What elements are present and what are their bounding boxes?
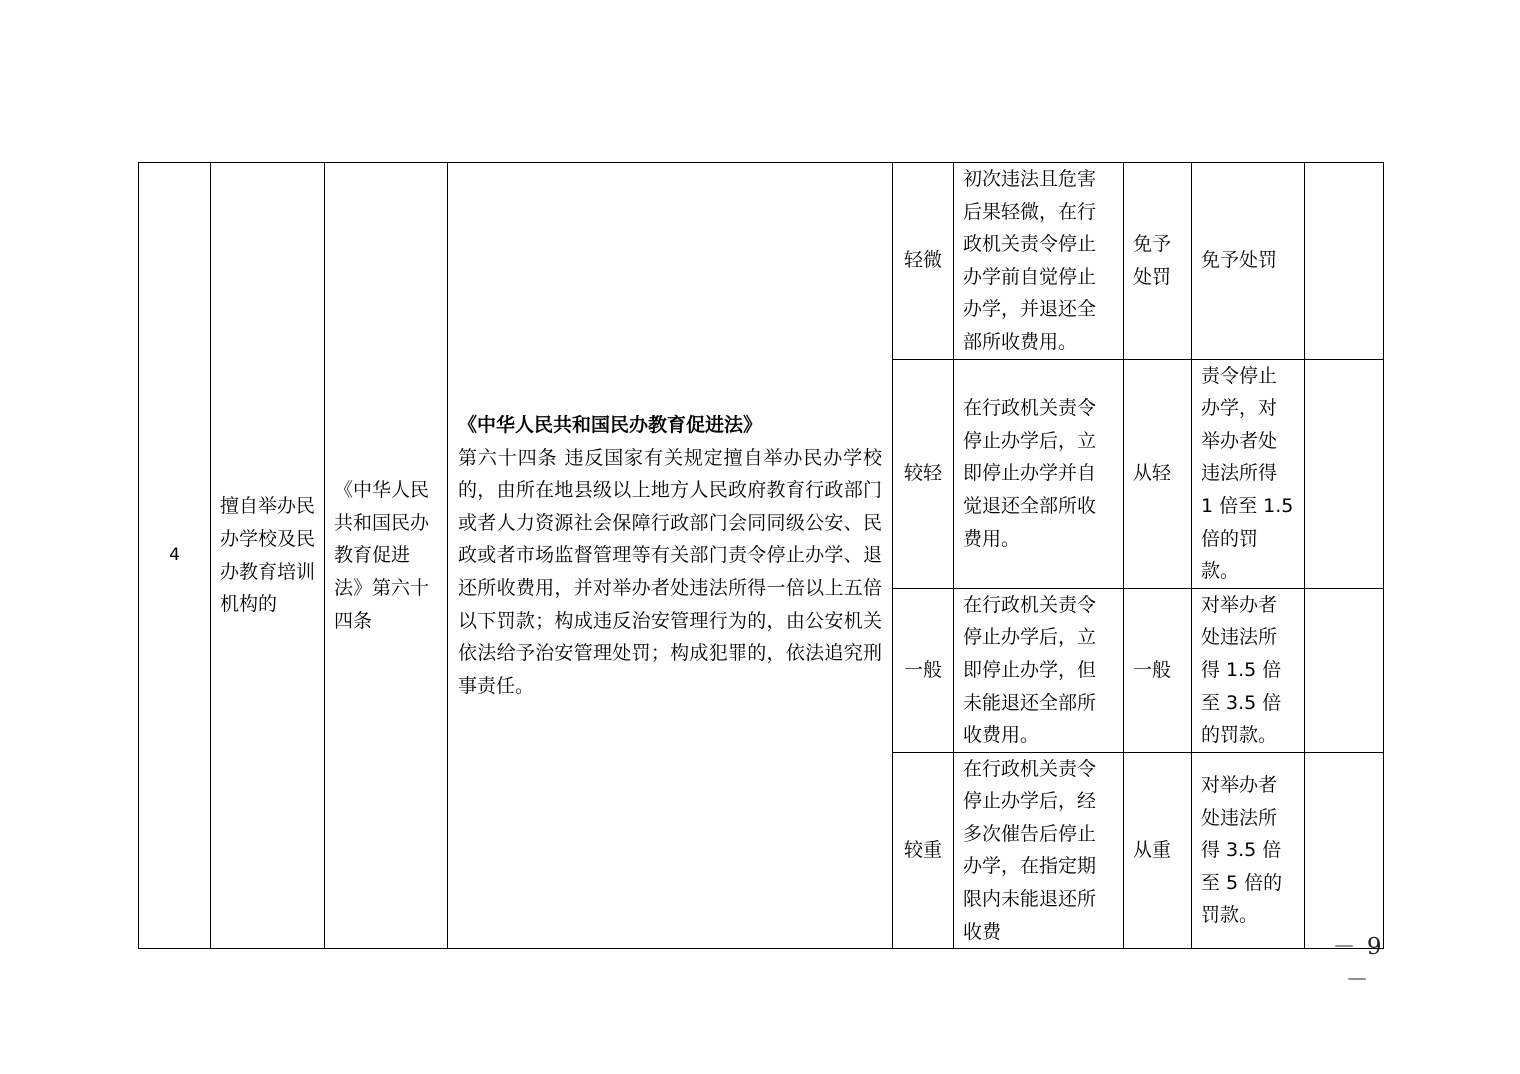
violation-cell: 擅自举办民办学校及民办教育培训机构的 — [211, 163, 325, 949]
row-index: 4 — [139, 163, 211, 949]
law-text: 第六十四条 违反国家有关规定擅自举办民办学校的，由所在地县级以上地方人民政府教育行政部门或者人力资源社会保障行政部门会同同级公安、民政或者市场监督管理等有关部门责令停止办学、退还所收费用，并对举办者处违法所得一倍以上五倍以下罚款；构成违反治安管理行为的，由公安机关依法给予治安管理处罚；构成犯罪的，依法追究刑事责任。 — [458, 446, 882, 697]
degree-cell: 较重 — [893, 752, 954, 949]
legal-provision-cell — [448, 163, 893, 949]
penalty-standard-cell: 免予处罚 — [1192, 163, 1305, 360]
circumstance-cell: 在行政机关责令停止办学后，经多次催告后停止办学，在指定期限内未能退还所收费 — [954, 752, 1124, 949]
penalty-type-cell: 一般 — [1124, 588, 1192, 752]
penalty-standard-table — [138, 162, 1384, 949]
law-title: 《中华人民共和国民办教育促进法》 — [458, 413, 763, 436]
remark-cell — [1305, 163, 1384, 360]
remark-cell — [1305, 588, 1384, 752]
penalty-standard-cell: 责令停止办学，对举办者处违法所得 1 倍至 1.5 倍的罚款。 — [1192, 359, 1305, 588]
table-row — [139, 163, 1384, 360]
penalty-standard-cell: 对举办者处违法所得 3.5 倍至 5 倍的罚款。 — [1192, 752, 1305, 949]
degree-cell: 轻微 — [893, 163, 954, 360]
legal-basis-short: 《中华人民共和国民办教育促进法》第六十四条 — [325, 163, 448, 949]
circumstance-cell: 在行政机关责令停止办学后，立即停止办学并自觉退还全部所收费用。 — [954, 359, 1124, 588]
circumstance-cell: 初次违法且危害后果轻微，在行政机关责令停止办学前自觉停止办学，并退还全部所收费用。 — [954, 163, 1124, 360]
penalty-standard-cell: 对举办者处违法所得 1.5 倍至 3.5 倍的罚款。 — [1192, 588, 1305, 752]
page-number: － 9 － — [1332, 934, 1384, 993]
penalty-type-cell: 从轻 — [1124, 359, 1192, 588]
penalty-type-cell: 从重 — [1124, 752, 1192, 949]
degree-cell: 一般 — [893, 588, 954, 752]
penalty-type-cell: 免予处罚 — [1124, 163, 1192, 360]
remark-cell — [1305, 359, 1384, 588]
remark-cell — [1305, 752, 1384, 949]
circumstance-cell: 在行政机关责令停止办学后，立即停止办学，但未能退还全部所收费用。 — [954, 588, 1124, 752]
degree-cell: 较轻 — [893, 359, 954, 588]
